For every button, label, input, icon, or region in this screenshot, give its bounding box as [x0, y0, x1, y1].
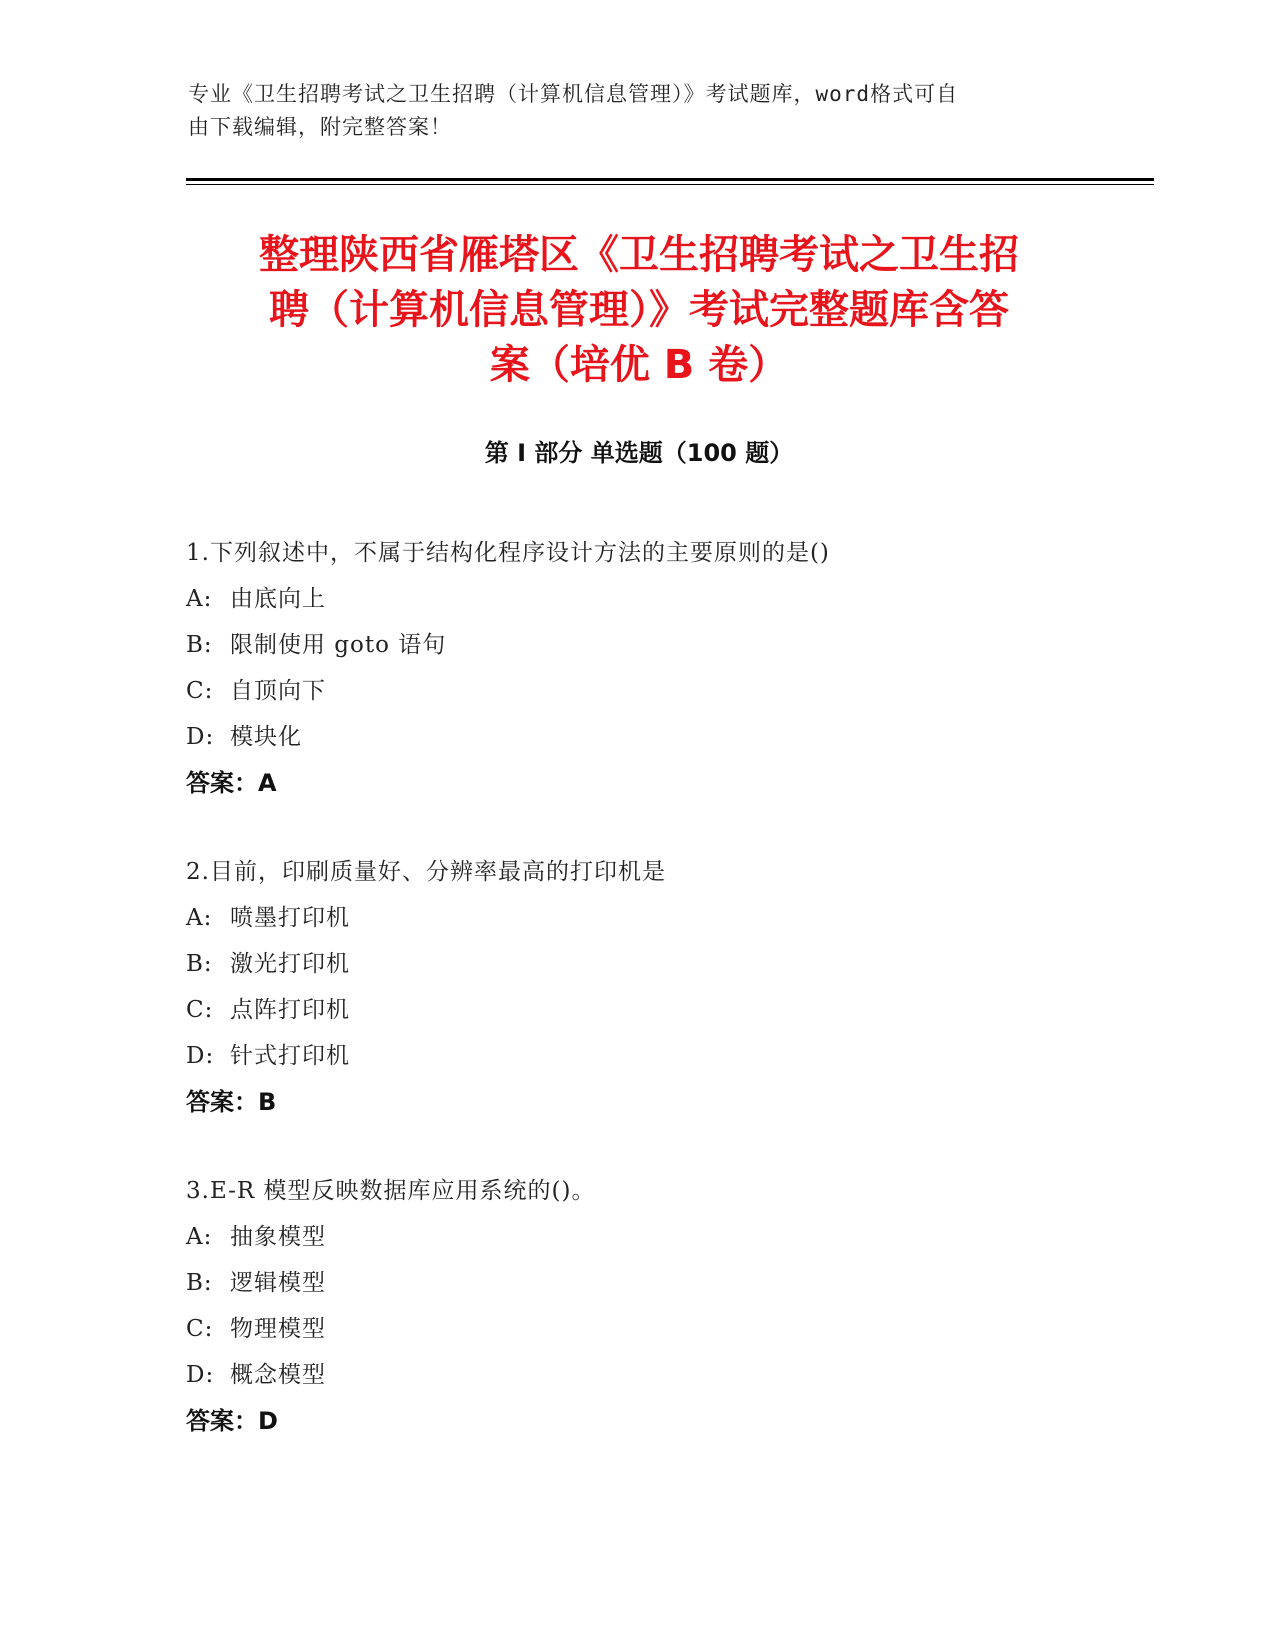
question-stem: 1.下列叙述中，不属于结构化程序设计方法的主要原则的是()	[186, 540, 830, 566]
option-b	[186, 941, 1106, 987]
header-note	[188, 78, 1068, 144]
option-key: B:	[186, 1270, 213, 1296]
option-key: D:	[186, 1362, 215, 1388]
option-c	[186, 1306, 1106, 1352]
answer-label: 答案：A	[186, 769, 277, 797]
option-text: 概念模型	[230, 1362, 326, 1388]
question-stem: 3.E-R 模型反映数据库应用系统的()。	[186, 1178, 596, 1204]
question-list	[186, 530, 1106, 1487]
option-a	[186, 895, 1106, 941]
question-3	[186, 1168, 1106, 1444]
answer-label: 答案：D	[186, 1407, 278, 1435]
header-note-line-1: 专业《卫生招聘考试之卫生招聘（计算机信息管理）》考试题库，word格式可自	[188, 82, 959, 106]
option-d	[186, 714, 1106, 760]
option-text: 物理模型	[230, 1316, 326, 1342]
option-text: 点阵打印机	[230, 997, 350, 1023]
title-line-3: 案（培优 B 卷）	[489, 342, 789, 388]
option-text: 自顶向下	[230, 678, 326, 704]
option-key: C:	[186, 1316, 214, 1342]
option-key: B:	[186, 951, 213, 977]
option-text: 由底向上	[230, 586, 326, 612]
option-text: 限制使用 goto 语句	[230, 632, 447, 658]
option-text: 逻辑模型	[230, 1270, 326, 1296]
option-key: A:	[186, 586, 213, 612]
title-line-2: 聘（计算机信息管理）》考试完整题库含答	[269, 287, 1009, 333]
header-divider-thin	[186, 184, 1154, 185]
option-d	[186, 1352, 1106, 1398]
question-2	[186, 849, 1106, 1125]
option-c	[186, 987, 1106, 1033]
option-text: 喷墨打印机	[230, 905, 350, 931]
option-key: A:	[186, 905, 213, 931]
option-b	[186, 622, 1106, 668]
option-key: C:	[186, 678, 214, 704]
option-text: 针式打印机	[230, 1043, 350, 1069]
option-key: D:	[186, 1043, 215, 1069]
option-a	[186, 1214, 1106, 1260]
header-note-line-2: 由下载编辑，附完整答案！	[188, 115, 452, 139]
option-text: 抽象模型	[230, 1224, 326, 1250]
header-divider-thick	[186, 178, 1154, 181]
title-line-1: 整理陕西省雁塔区《卫生招聘考试之卫生招	[259, 232, 1019, 278]
option-key: D:	[186, 724, 215, 750]
question-1	[186, 530, 1106, 806]
question-stem: 2.目前，印刷质量好、分辨率最高的打印机是	[186, 859, 666, 885]
option-d	[186, 1033, 1106, 1079]
option-key: A:	[186, 1224, 213, 1250]
section-title: 第 I 部分 单选题（100 题）	[484, 439, 794, 467]
answer-label: 答案：B	[186, 1088, 277, 1116]
option-key: B:	[186, 632, 213, 658]
option-text: 激光打印机	[230, 951, 350, 977]
option-key: C:	[186, 997, 214, 1023]
option-text: 模块化	[230, 724, 302, 750]
option-a	[186, 576, 1106, 622]
document-title	[186, 228, 1092, 393]
option-c	[186, 668, 1106, 714]
option-b	[186, 1260, 1106, 1306]
